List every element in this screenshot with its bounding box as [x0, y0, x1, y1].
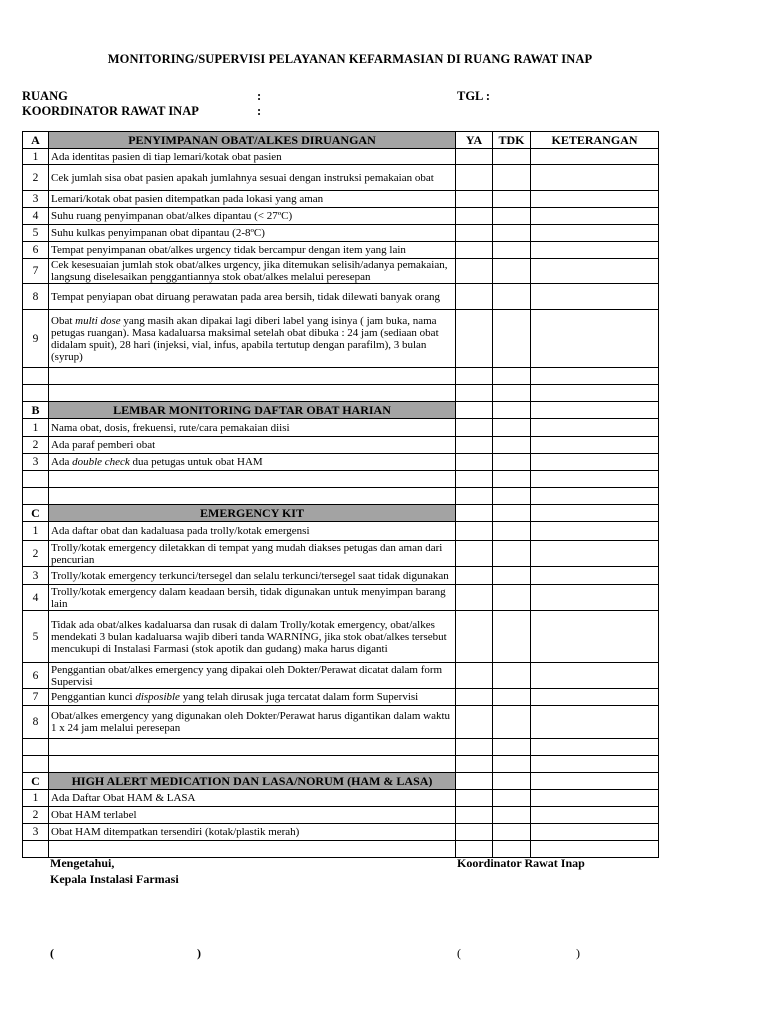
koordinator-label: KOORDINATOR RAWAT INAP: [22, 104, 199, 118]
item-number: 3: [23, 567, 49, 585]
section-header-row: [23, 402, 659, 419]
item-text-part: Penggantian kunci: [51, 691, 136, 703]
ya-cell[interactable]: [456, 310, 493, 368]
right-signature-close-paren: ): [576, 946, 580, 960]
item-text-part: yang masih akan dipakai lagi diberi label yang isinya ( jam buka, nama petugas ruangan). Masa kadaluarsa maksimal setelah obat dibuka : 24 jam (sediaan obat didalam spuit), 28 hari (injeksi, vial, infus, apabila tertutup dengan parafilm), 3 bulan (syrup): [51, 314, 439, 363]
koordinator-colon: :: [257, 104, 262, 118]
section-header-row: [23, 773, 659, 790]
blank-keterangan-cell: [531, 739, 659, 756]
blank-no-cell: [23, 841, 49, 858]
keterangan-cell[interactable]: [531, 165, 659, 191]
section-header-row: [23, 505, 659, 522]
ya-cell[interactable]: [456, 402, 493, 419]
ya-cell[interactable]: [456, 807, 493, 824]
tdk-cell[interactable]: [493, 208, 531, 225]
ya-cell[interactable]: [456, 419, 493, 437]
item-number: 1: [23, 522, 49, 541]
item-text: Cek kesesuaian jumlah stok obat/alkes urgency, jika ditemukan selisih/adanya pemakaian, langsung diselesaikan penggantiannya stok obat/alkes melalui peresepan: [49, 259, 456, 284]
item-text: [49, 454, 456, 471]
checklist-row: [23, 824, 659, 841]
keterangan-cell[interactable]: [531, 541, 659, 567]
item-number: 3: [23, 454, 49, 471]
ya-cell[interactable]: [456, 242, 493, 259]
tdk-cell[interactable]: [493, 824, 531, 841]
item-text-part: Ada: [51, 456, 73, 468]
item-text: Obat HAM ditempatkan tersendiri (kotak/plastik merah): [49, 824, 456, 841]
checklist-row: [23, 437, 659, 454]
checklist-row: [23, 191, 659, 208]
item-text: Suhu ruang penyimpanan obat/alkes dipantau (< 27ºC): [49, 208, 456, 225]
checklist-row: [23, 611, 659, 663]
ya-cell[interactable]: [456, 611, 493, 663]
tdk-cell[interactable]: [493, 706, 531, 739]
blank-item-cell: [49, 488, 456, 505]
tdk-cell[interactable]: [493, 402, 531, 419]
item-text: Nama obat, dosis, frekuensi, rute/cara pemakaian diisi: [49, 419, 456, 437]
ya-cell[interactable]: [456, 773, 493, 790]
blank-ya-cell: [456, 841, 493, 858]
column-header-ya: YA: [456, 132, 493, 149]
blank-item-cell: [49, 841, 456, 858]
item-number: 2: [23, 437, 49, 454]
blank-item-cell: [49, 368, 456, 385]
blank-no-cell: [23, 368, 49, 385]
ya-cell[interactable]: [456, 191, 493, 208]
item-number: 2: [23, 541, 49, 567]
ya-cell[interactable]: [456, 149, 493, 165]
checklist-row: [23, 454, 659, 471]
checklist-row: [23, 419, 659, 437]
blank-no-cell: [23, 471, 49, 488]
blank-keterangan-cell: [531, 385, 659, 402]
keterangan-cell[interactable]: [531, 807, 659, 824]
blank-tdk-cell: [493, 488, 531, 505]
ya-cell[interactable]: [456, 663, 493, 689]
item-text-italic: multi dose: [75, 314, 121, 327]
blank-tdk-cell: [493, 739, 531, 756]
blank-tdk-cell: [493, 385, 531, 402]
tdk-cell[interactable]: [493, 310, 531, 368]
blank-item-cell: [49, 739, 456, 756]
blank-no-cell: [23, 739, 49, 756]
item-number: 8: [23, 706, 49, 739]
tdk-cell[interactable]: [493, 419, 531, 437]
ya-cell[interactable]: [456, 585, 493, 611]
left-signature-close-paren: ): [197, 946, 201, 960]
tdk-cell[interactable]: [493, 259, 531, 284]
keterangan-cell[interactable]: [531, 454, 659, 471]
ya-cell[interactable]: [456, 165, 493, 191]
item-text: Tempat penyimpanan obat/alkes urgency tidak bercampur dengan item yang lain: [49, 242, 456, 259]
ya-cell[interactable]: [456, 284, 493, 310]
keterangan-cell[interactable]: [531, 663, 659, 689]
keterangan-cell[interactable]: [531, 284, 659, 310]
item-text-italic: disposible: [135, 691, 180, 703]
section-title: HIGH ALERT MEDICATION DAN LASA/NORUM (HAM & LASA): [49, 773, 456, 790]
section-letter: C: [23, 773, 49, 790]
blank-item-cell: [49, 385, 456, 402]
ruang-label: RUANG: [22, 89, 68, 103]
blank-keterangan-cell: [531, 841, 659, 858]
blank-row: [23, 368, 659, 385]
checklist-row: [23, 790, 659, 807]
keterangan-cell[interactable]: [531, 773, 659, 790]
item-number: 5: [23, 225, 49, 242]
blank-row: [23, 471, 659, 488]
ya-cell[interactable]: [456, 706, 493, 739]
tdk-cell[interactable]: [493, 437, 531, 454]
kepala-instalasi-label: Kepala Instalasi Farmasi: [50, 872, 179, 886]
tdk-cell[interactable]: [493, 790, 531, 807]
checklist-row: [23, 149, 659, 165]
item-text: [49, 310, 456, 368]
keterangan-cell[interactable]: [531, 824, 659, 841]
keterangan-cell[interactable]: [531, 522, 659, 541]
keterangan-cell[interactable]: [531, 505, 659, 522]
checklist-row: [23, 541, 659, 567]
keterangan-cell[interactable]: [531, 419, 659, 437]
tdk-cell[interactable]: [493, 149, 531, 165]
checklist-row: [23, 165, 659, 191]
ya-cell[interactable]: [456, 567, 493, 585]
keterangan-cell[interactable]: [531, 191, 659, 208]
item-text: Penggantian obat/alkes emergency yang dipakai oleh Dokter/Perawat dicatat dalam form Supervisi: [49, 663, 456, 689]
keterangan-cell[interactable]: [531, 402, 659, 419]
blank-no-cell: [23, 756, 49, 773]
blank-keterangan-cell: [531, 368, 659, 385]
checklist-row: [23, 689, 659, 706]
tdk-cell[interactable]: [493, 522, 531, 541]
tgl-label: TGL :: [457, 89, 490, 103]
blank-no-cell: [23, 385, 49, 402]
item-number: 6: [23, 663, 49, 689]
blank-no-cell: [23, 488, 49, 505]
item-number: 9: [23, 310, 49, 368]
document-title: MONITORING/SUPERVISI PELAYANAN KEFARMASIAN DI RUANG RAWAT INAP: [107, 52, 593, 66]
tdk-cell[interactable]: [493, 242, 531, 259]
keterangan-cell[interactable]: [531, 567, 659, 585]
blank-ya-cell: [456, 385, 493, 402]
item-number: 3: [23, 191, 49, 208]
item-number: 7: [23, 689, 49, 706]
tdk-cell[interactable]: [493, 505, 531, 522]
item-number: 1: [23, 149, 49, 165]
blank-keterangan-cell: [531, 471, 659, 488]
tdk-cell[interactable]: [493, 773, 531, 790]
keterangan-cell[interactable]: [531, 689, 659, 706]
item-text: Cek jumlah sisa obat pasien apakah jumlahnya sesuai dengan instruksi pemakaian obat: [49, 165, 456, 191]
ya-cell[interactable]: [456, 437, 493, 454]
item-number: 2: [23, 165, 49, 191]
item-text: Ada daftar obat dan kadaluasa pada trolly/kotak emergensi: [49, 522, 456, 541]
item-text: Tempat penyiapan obat diruang perawatan pada area bersih, tidak dilewati banyak orang: [49, 284, 456, 310]
blank-ya-cell: [456, 368, 493, 385]
section-letter: B: [23, 402, 49, 419]
keterangan-cell[interactable]: [531, 310, 659, 368]
item-number: 1: [23, 790, 49, 807]
item-text: Ada paraf pemberi obat: [49, 437, 456, 454]
keterangan-cell[interactable]: [531, 437, 659, 454]
section-letter: A: [23, 132, 49, 149]
checklist-row: [23, 310, 659, 368]
blank-ya-cell: [456, 471, 493, 488]
item-number: 4: [23, 208, 49, 225]
checklist-row: [23, 208, 659, 225]
blank-tdk-cell: [493, 841, 531, 858]
checklist-row: [23, 663, 659, 689]
tdk-cell[interactable]: [493, 567, 531, 585]
checklist-row: [23, 284, 659, 310]
ya-cell[interactable]: [456, 505, 493, 522]
item-number: 6: [23, 242, 49, 259]
item-text-part: yang telah dirusak juga tercatat dalam form Supervisi: [179, 691, 419, 703]
item-text: Suhu kulkas penyimpanan obat dipantau (2-8ºC): [49, 225, 456, 242]
item-text: [49, 689, 456, 706]
blank-ya-cell: [456, 739, 493, 756]
item-number: 8: [23, 284, 49, 310]
tdk-cell[interactable]: [493, 284, 531, 310]
blank-row: [23, 756, 659, 773]
ya-cell[interactable]: [456, 225, 493, 242]
keterangan-cell[interactable]: [531, 242, 659, 259]
checklist-row: [23, 807, 659, 824]
tdk-cell[interactable]: [493, 165, 531, 191]
keterangan-cell[interactable]: [531, 149, 659, 165]
item-text-italic: double check: [72, 456, 130, 468]
blank-tdk-cell: [493, 756, 531, 773]
item-number: 7: [23, 259, 49, 284]
item-text: Trolly/kotak emergency terkunci/tersegel dan selalu terkunci/tersegel saat tidak digunakan: [49, 567, 456, 585]
checklist-body: [23, 132, 659, 858]
item-text: Obat/alkes emergency yang digunakan oleh Dokter/Perawat harus digantikan dalam waktu 1 x 24 jam melalui peresepan: [49, 706, 456, 739]
item-text: Trolly/kotak emergency dalam keadaan bersih, tidak digunakan untuk menyimpan barang lain: [49, 585, 456, 611]
item-number: 3: [23, 824, 49, 841]
keterangan-cell[interactable]: [531, 790, 659, 807]
tdk-cell[interactable]: [493, 225, 531, 242]
supervisi-checklist-table: [22, 131, 659, 858]
blank-row: [23, 739, 659, 756]
blank-tdk-cell: [493, 368, 531, 385]
item-text: Lemari/kotak obat pasien ditempatkan pada lokasi yang aman: [49, 191, 456, 208]
blank-keterangan-cell: [531, 756, 659, 773]
section-title: LEMBAR MONITORING DAFTAR OBAT HARIAN: [49, 402, 456, 419]
keterangan-cell[interactable]: [531, 259, 659, 284]
blank-ya-cell: [456, 488, 493, 505]
ya-cell[interactable]: [456, 259, 493, 284]
keterangan-cell[interactable]: [531, 585, 659, 611]
ya-cell[interactable]: [456, 541, 493, 567]
keterangan-cell[interactable]: [531, 225, 659, 242]
blank-tdk-cell: [493, 471, 531, 488]
mengetahui-label: Mengetahui,: [50, 856, 115, 870]
ya-cell[interactable]: [456, 824, 493, 841]
column-header-tdk: TDK: [493, 132, 531, 149]
ruang-colon: :: [257, 89, 262, 103]
tdk-cell[interactable]: [493, 689, 531, 706]
item-text: Ada identitas pasien di tiap lemari/kotak obat pasien: [49, 149, 456, 165]
blank-row: [23, 385, 659, 402]
ya-cell[interactable]: [456, 689, 493, 706]
ya-cell[interactable]: [456, 454, 493, 471]
tdk-cell[interactable]: [493, 663, 531, 689]
column-header-keterangan: KETERANGAN: [531, 132, 659, 149]
item-text-part: dua petugas untuk obat HAM: [129, 456, 263, 468]
item-number: 4: [23, 585, 49, 611]
tdk-cell[interactable]: [493, 541, 531, 567]
tdk-cell[interactable]: [493, 454, 531, 471]
keterangan-cell[interactable]: [531, 208, 659, 225]
right-signature-open-paren: (: [457, 946, 461, 960]
blank-ya-cell: [456, 756, 493, 773]
checklist-row: [23, 242, 659, 259]
left-signature-open-paren: (: [50, 946, 54, 960]
checklist-row: [23, 225, 659, 242]
blank-item-cell: [49, 471, 456, 488]
checklist-row: [23, 522, 659, 541]
checklist-row: [23, 259, 659, 284]
item-text: Tidak ada obat/alkes kadaluarsa dan rusak di dalam Trolly/kotak emergency, obat/alkes mendekati 3 bulan kadaluarsa wajib diberi tanda WARNING, jika stok obat/alkes tersebut mencukupi di Instalasi Farmasi (stok apotik dan gudang) maka harus diganti: [49, 611, 456, 663]
section-title: EMERGENCY KIT: [49, 505, 456, 522]
blank-row: [23, 841, 659, 858]
section-letter: C: [23, 505, 49, 522]
tdk-cell[interactable]: [493, 807, 531, 824]
item-number: 5: [23, 611, 49, 663]
item-number: 2: [23, 807, 49, 824]
blank-item-cell: [49, 756, 456, 773]
checklist-row: [23, 585, 659, 611]
koordinator-rawat-inap-label: Koordinator Rawat Inap: [457, 856, 585, 870]
ya-cell[interactable]: [456, 522, 493, 541]
blank-row: [23, 488, 659, 505]
checklist-row: [23, 706, 659, 739]
item-text: Ada Daftar Obat HAM & LASA: [49, 790, 456, 807]
section-title: PENYIMPANAN OBAT/ALKES DIRUANGAN: [49, 132, 456, 149]
tdk-cell[interactable]: [493, 611, 531, 663]
keterangan-cell[interactable]: [531, 706, 659, 739]
blank-keterangan-cell: [531, 488, 659, 505]
tdk-cell[interactable]: [493, 585, 531, 611]
tdk-cell[interactable]: [493, 191, 531, 208]
item-text: Trolly/kotak emergency diletakkan di tempat yang mudah diakses petugas dan aman dari pencurian: [49, 541, 456, 567]
item-text: Obat HAM terlabel: [49, 807, 456, 824]
checklist-row: [23, 567, 659, 585]
section-header-row: [23, 132, 659, 149]
ya-cell[interactable]: [456, 790, 493, 807]
item-text-part: Obat: [51, 314, 76, 327]
keterangan-cell[interactable]: [531, 611, 659, 663]
item-number: 1: [23, 419, 49, 437]
ya-cell[interactable]: [456, 208, 493, 225]
